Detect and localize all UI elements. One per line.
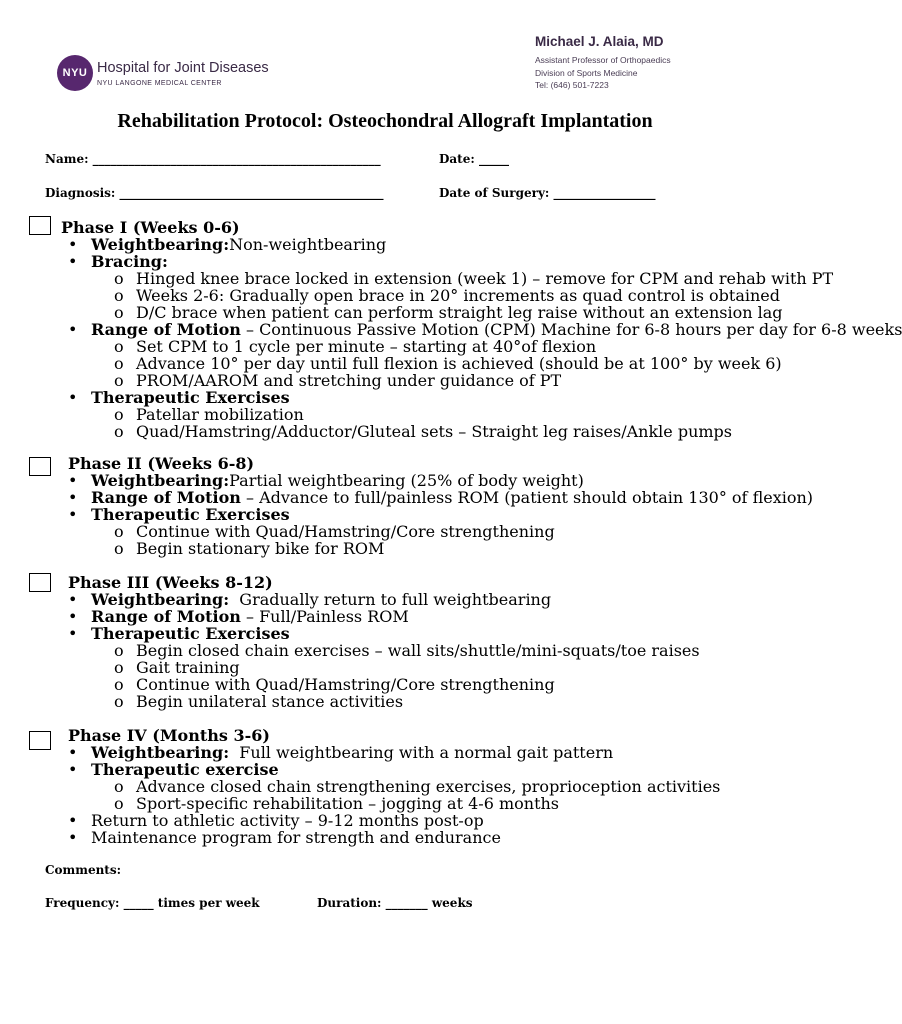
bullet-glyph: •	[68, 471, 78, 490]
sub-bullet-glyph: o	[114, 422, 124, 441]
bullet-glyph: •	[68, 252, 78, 271]
bullet-glyph: •	[68, 828, 78, 847]
list-item	[91, 321, 902, 338]
sub-list-item: Begin stationary bike for ROM	[136, 539, 385, 558]
list-item	[91, 625, 290, 642]
doctor-division: Division of Sports Medicine	[535, 67, 638, 78]
doctor-name: Michael J. Alaia, MD	[535, 34, 664, 49]
sub-list-item: Quad/Hamstring/Adductor/Gluteal sets – Straight leg raises/Ankle pumps	[136, 422, 732, 441]
list-item	[91, 236, 386, 253]
sub-list-item: Begin unilateral stance activities	[136, 692, 404, 711]
bullet-glyph: •	[68, 388, 78, 407]
nyu-logo-mark: NYU	[57, 55, 93, 91]
doctor-info	[535, 34, 671, 92]
bullet-glyph: •	[68, 607, 78, 626]
sub-bullet-glyph: o	[114, 337, 124, 356]
surgery-date-field[interactable]: Date of Surgery: _________________	[439, 186, 656, 200]
list-item-text: – Advance to full/painless ROM (patient should obtain 130° of flexion)	[240, 488, 814, 507]
bullet-glyph: •	[68, 811, 78, 830]
bullet-glyph: •	[68, 320, 78, 339]
sub-list-item: Patellar mobilization	[136, 405, 304, 424]
list-item-text: – Continuous Passive Motion (CPM) Machine for 6-8 hours per day for 6-8 weeks	[240, 320, 902, 339]
list-item	[91, 389, 290, 406]
list-item-label: Range of Motion	[91, 607, 241, 626]
sub-bullet-glyph: o	[114, 692, 124, 711]
phase-title: Phase II (Weeks 6-8)	[68, 454, 255, 473]
bullet-glyph: •	[68, 488, 78, 507]
list-item-label: Range of Motion	[91, 488, 241, 507]
sub-bullet-glyph: o	[114, 522, 124, 541]
sub-list-item: Begin closed chain exercises – wall sits/shuttle/mini-squats/toe raises	[136, 641, 700, 660]
list-item-text: Return to athletic activity – 9-12 months post-op	[91, 811, 484, 830]
bullet-glyph: •	[68, 743, 78, 762]
phase-2-checkbox[interactable]	[29, 457, 51, 476]
list-item-label: Bracing:	[91, 252, 168, 271]
sub-list-item: Advance closed chain strengthening exercises, proprioception activities	[136, 777, 721, 796]
list-item	[91, 489, 813, 506]
list-item-text: Maintenance program for strength and endurance	[91, 828, 501, 847]
bullet-glyph: •	[68, 624, 78, 643]
list-item-label: Therapeutic exercise	[91, 760, 279, 779]
sub-bullet-glyph: o	[114, 286, 124, 305]
sub-bullet-glyph: o	[114, 641, 124, 660]
sub-list-item: Set CPM to 1 cycle per minute – starting at 40°of flexion	[136, 337, 597, 356]
phase-title: Phase I (Weeks 0-6)	[61, 218, 240, 237]
sub-list-item: Gait training	[136, 658, 240, 677]
duration-field[interactable]: Duration: _______ weeks	[317, 896, 473, 910]
list-item-label: Range of Motion	[91, 320, 241, 339]
list-item-label: Weightbearing:	[91, 743, 230, 762]
sub-list-item: PROM/AAROM and stretching under guidance of PT	[136, 371, 562, 390]
list-item-label: Weightbearing:	[91, 235, 230, 254]
bullet-glyph: •	[68, 760, 78, 779]
list-item-text: Full weightbearing with a normal gait pattern	[229, 743, 614, 762]
hospital-subtitle: NYU LANGONE MEDICAL CENTER	[97, 79, 222, 87]
bullet-glyph: •	[68, 590, 78, 609]
sub-bullet-glyph: o	[114, 371, 124, 390]
list-item	[91, 608, 409, 625]
list-item	[91, 761, 279, 778]
diagnosis-field[interactable]: Diagnosis: ____________________________________________	[45, 186, 384, 200]
sub-list-item: Advance 10° per day until full flexion is achieved (should be at 100° by week 6)	[136, 354, 782, 373]
phase-title: Phase IV (Months 3-6)	[68, 726, 270, 745]
comments-label: Comments:	[45, 863, 122, 877]
list-item	[91, 744, 613, 761]
list-item-label: Weightbearing:	[91, 590, 230, 609]
list-item	[91, 591, 551, 608]
sub-list-item: Continue with Quad/Hamstring/Core strengthening	[136, 522, 555, 541]
sub-bullet-glyph: o	[114, 354, 124, 373]
frequency-field[interactable]: Frequency: _____ times per week	[45, 896, 260, 910]
sub-list-item: Sport-specific rehabilitation – jogging at 4-6 months	[136, 794, 560, 813]
sub-bullet-glyph: o	[114, 794, 124, 813]
sub-bullet-glyph: o	[114, 777, 124, 796]
list-item-label: Therapeutic Exercises	[91, 505, 290, 524]
sub-bullet-glyph: o	[114, 539, 124, 558]
sub-bullet-glyph: o	[114, 675, 124, 694]
page-title: Rehabilitation Protocol: Osteochondral Allograft Implantation	[117, 110, 653, 132]
sub-bullet-glyph: o	[114, 658, 124, 677]
list-item	[91, 472, 584, 489]
name-field[interactable]: Name: ________________________________________________	[45, 152, 381, 166]
sub-bullet-glyph: o	[114, 405, 124, 424]
list-item-text: – Full/Painless ROM	[240, 607, 409, 626]
list-item	[91, 253, 168, 270]
list-item	[91, 829, 501, 846]
bullet-glyph: •	[68, 235, 78, 254]
doctor-title: Assistant Professor of Orthopaedics	[535, 55, 671, 65]
list-item-text: Partial weightbearing (25% of body weight)	[229, 471, 584, 490]
phase-title: Phase III (Weeks 8-12)	[68, 573, 273, 592]
list-item-label: Therapeutic Exercises	[91, 388, 290, 407]
sub-list-item: Weeks 2-6: Gradually open brace in 20° increments as quad control is obtained	[136, 286, 780, 305]
list-item-text: Gradually return to full weightbearing	[229, 590, 552, 609]
hospital-logo	[57, 55, 269, 91]
phase-3-checkbox[interactable]	[29, 573, 51, 592]
list-item	[91, 812, 484, 829]
sub-bullet-glyph: o	[114, 269, 124, 288]
list-item	[91, 506, 290, 523]
doctor-phone: Tel: (646) 501-7223	[535, 80, 609, 90]
bullet-glyph: •	[68, 505, 78, 524]
sub-list-item: Hinged knee brace locked in extension (week 1) – remove for CPM and rehab with PT	[136, 269, 834, 288]
phase-4-checkbox[interactable]	[29, 731, 51, 750]
list-item-label: Therapeutic Exercises	[91, 624, 290, 643]
list-item-label: Weightbearing:	[91, 471, 230, 490]
list-item-text: Non-weightbearing	[229, 235, 387, 254]
sub-list-item: Continue with Quad/Hamstring/Core strengthening	[136, 675, 555, 694]
date-field[interactable]: Date: _____	[439, 152, 509, 166]
phase-1-checkbox[interactable]	[29, 216, 51, 235]
sub-list-item: D/C brace when patient can perform straight leg raise without an extension lag	[136, 303, 783, 322]
hospital-name: Hospital for Joint Diseases	[97, 59, 269, 76]
sub-bullet-glyph: o	[114, 303, 124, 322]
